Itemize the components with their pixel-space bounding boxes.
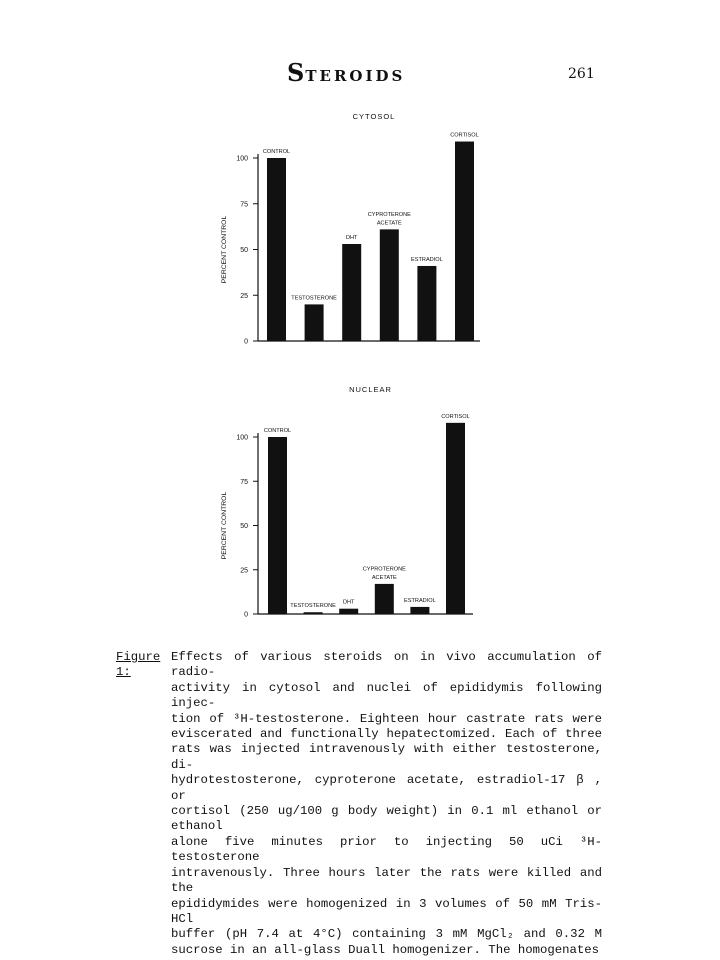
y-axis-label: PERCENT CONTROL [221,215,228,284]
chart-title: CYTOSOL [352,112,396,121]
bar [304,612,323,614]
bar-label: CORTISOL [450,132,479,139]
caption-line: Effects of various steroids on in vivo accumulation of radio- [171,650,602,680]
y-tick-label: 50 [240,523,248,530]
bar [455,142,474,341]
caption-line: eviscerated and functionally hepatectomized. Each of three [171,727,602,742]
bar [268,437,287,614]
page-number: 261 [568,66,595,82]
bar [446,423,465,614]
bar [417,266,436,341]
bar-label: CONTROL [263,428,292,434]
bar-label: CONTROL [262,149,291,155]
caption-line: sucrose in an all-glass Duall homogenizer. The homogenates [171,942,600,957]
bar-label: DHT [345,235,358,242]
bar-label: CYPROTERONE [367,211,411,218]
y-tick-label: 100 [236,155,248,163]
y-tick-label: 50 [240,247,248,254]
bar-label: DHT [342,599,355,606]
caption-body [171,650,602,958]
y-tick-label: 75 [240,201,248,209]
bar [410,607,429,614]
caption-line: intravenously. Three hours later the rats were killed and the [171,865,602,896]
chart-title: NUCLEAR [349,385,392,394]
bar-label: ACETATE [371,574,397,581]
y-tick-label: 0 [244,338,248,346]
bar [342,244,361,341]
caption-line: epididymides were homogenized in 3 volumes of 50 mM Tris-HCl [171,896,602,926]
bar-label: ESTRADIOL [404,597,436,604]
caption-label: Figure 1: [116,650,161,680]
figure-caption [116,650,602,958]
chart-nuclear [221,385,473,619]
bar [339,609,358,614]
y-tick-label: 25 [240,292,248,300]
chart-cytosol [221,112,480,346]
bar-label: ESTRADIOL [411,256,443,263]
y-tick-label: 0 [244,611,248,619]
caption-line: rats was injected intravenously with either testosterone, di- [171,742,602,772]
caption-line: tion of ³H-testosterone. Eighteen hour castrate rats were [171,711,602,726]
bar [305,304,324,341]
caption-line: alone five minutes prior to injecting 50 uCi ³H-testosterone [171,834,602,865]
bar-label: TESTOSTERONE [290,603,336,610]
caption-line: buffer (pH 7.4 at 4°C) containing 3 mM MgCl₂ and 0.32 M [171,927,602,942]
bar [375,584,394,614]
caption-line: hydrotestosterone, cyproterone acetate, estradiol-17 β , or [171,773,602,803]
bar-label: TESTOSTERONE [291,295,337,302]
caption-line: activity in cytosol and nuclei of epididymis following injec- [171,680,602,711]
caption-line: cortisol (250 ug/100 g body weight) in 0.1 ml ethanol or ethanol [171,804,602,834]
journal-header: STEROIDS [287,58,406,87]
bar-label: CORTISOL [441,413,470,420]
bar [380,229,399,341]
y-tick-label: 100 [236,434,248,442]
y-axis-label: PERCENT CONTROL [221,491,228,560]
bar-label: ACETATE [376,220,402,227]
y-tick-label: 25 [240,567,248,575]
bar [267,158,286,341]
y-tick-label: 75 [240,478,248,486]
bar-label: CYPROTERONE [362,566,406,573]
